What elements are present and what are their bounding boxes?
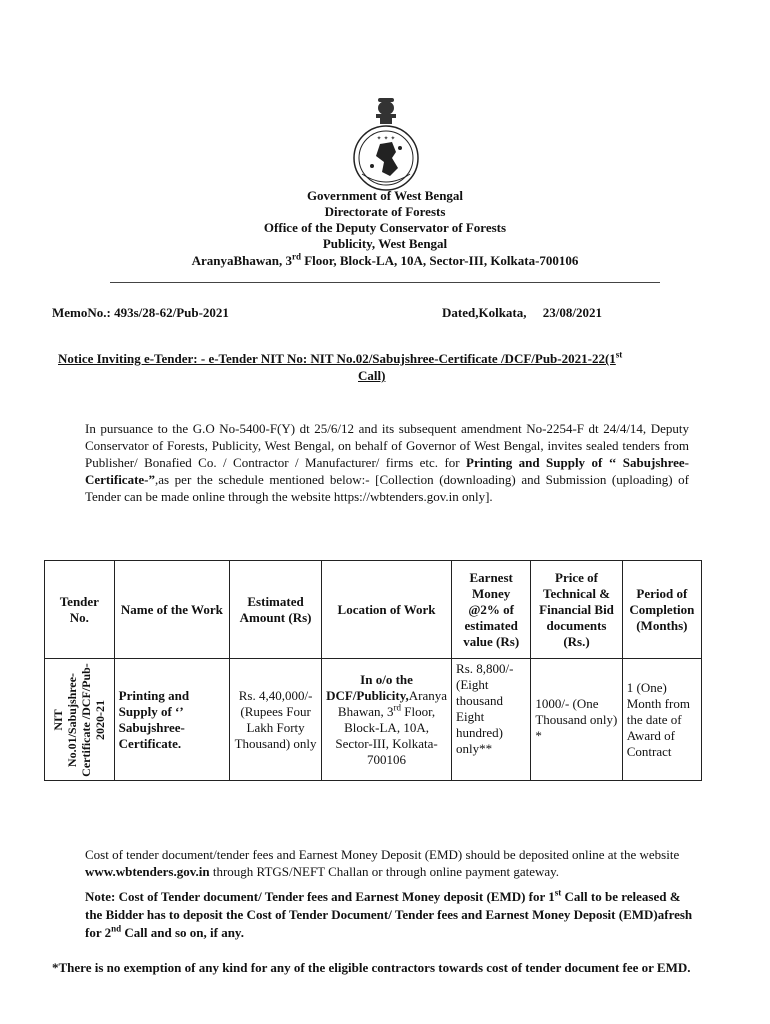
svg-text:✦ ✦ ✦: ✦ ✦ ✦ <box>376 135 396 142</box>
header-period: Period of Completion (Months) <box>622 561 701 659</box>
header-earnest-money: Earnest Money @2% of estimated value (Rs) <box>452 561 531 659</box>
memo-number: MemoNo.: 493s/28-62/Pub-2021 <box>52 305 229 320</box>
header-publicity: Publicity, West Bengal <box>322 236 448 251</box>
header-directorate: Directorate of Forests <box>324 204 446 219</box>
notice-title: Notice Inviting e-Tender: - e-Tender NIT No: NIT No.02/Sabujshree-Certificate /DCF/Pub-2021-22(1st Call) <box>58 349 623 383</box>
table-header-row <box>45 561 702 659</box>
header-office: Office of the Deputy Conservator of Forests <box>263 220 507 235</box>
website-link[interactable]: www.wbtenders.gov.in <box>85 864 210 879</box>
cell-period: 1 (One) Month from the date of Award of Contract <box>622 659 701 781</box>
cost-paragraph: Cost of tender document/tender fees and Earnest Money Deposit (EMD) should be deposited online at the website www.wbtenders.gov.in through RTGS/NEFT Challan or through online payment gateway. <box>85 847 680 879</box>
table-row <box>45 659 702 781</box>
header-location: Location of Work <box>322 561 452 659</box>
exemption-note: *There is no exemption of any kind for any of the eligible contractors towards cost of tender document fee or EMD. <box>52 960 691 975</box>
notice-body: In pursuance to the G.O No-5400-F(Y) dt 25/6/12 and its subsequent amendment No-2254-F dt 24/4/14, Deputy Conservator of Forests, Publicity, West Bengal, on behalf of Governor of West Bengal, invites sealed tenders from Publisher/ Bonafied Co. / Contractor / Manufacturer/ firms etc. for Printing and Supply of ‘‘ Sabujshree-Certificate-”,as per the schedule mentioned below:- [Collection (downloading) and Submission (uploading) of Tender can be made online through the website https://wbtenders.gov.in only]. <box>85 421 690 504</box>
tender-table <box>44 560 702 781</box>
header-divider <box>110 282 660 283</box>
header-address: AranyaBhawan, 3rd Floor, Block-LA, 10A, Sector-III, Kolkata-700106 <box>191 251 579 268</box>
west-bengal-emblem <box>340 96 432 192</box>
header-government: Government of West Bengal <box>306 188 464 203</box>
header-price-documents: Price of Technical & Financial Bid documents (Rs.) <box>531 561 622 659</box>
header-estimated-amount: Estimated Amount (Rs) <box>230 561 322 659</box>
memo-date: Dated,Kolkata, 23/08/2021 <box>442 305 602 320</box>
cell-name-of-work: Printing and Supply of ‘’ Sabujshree-Certificate. <box>114 659 229 781</box>
cell-earnest-money: Rs. 8,800/- (Eight thousand Eight hundred) only** <box>452 659 531 781</box>
note-paragraph: Note: Cost of Tender document/ Tender fees and Earnest Money deposit (EMD) for 1st Call to be released & the Bidder has to deposit the Cost of Tender Document/ Tender fees and Earnest Money Deposit (EMD)afresh for 2nd Call and so on, if any. <box>85 887 693 940</box>
cell-tender-no: NIT No.01/Sabujshree-Certificate /DCF/Pub-2020-21 <box>45 659 115 781</box>
header-name-of-work: Name of the Work <box>114 561 229 659</box>
cell-price-documents: 1000/- (One Thousand only) * <box>531 659 622 781</box>
header-tender-no: Tender No. <box>45 561 115 659</box>
cell-estimated-amount: Rs. 4,40,000/- (Rupees Four Lakh Forty Thousand) only <box>230 659 322 781</box>
cell-location: In o/o the DCF/Publicity,Aranya Bhawan, 3rd Floor, Block-LA, 10A, Sector-III, Kolkata-700106 <box>322 659 452 781</box>
